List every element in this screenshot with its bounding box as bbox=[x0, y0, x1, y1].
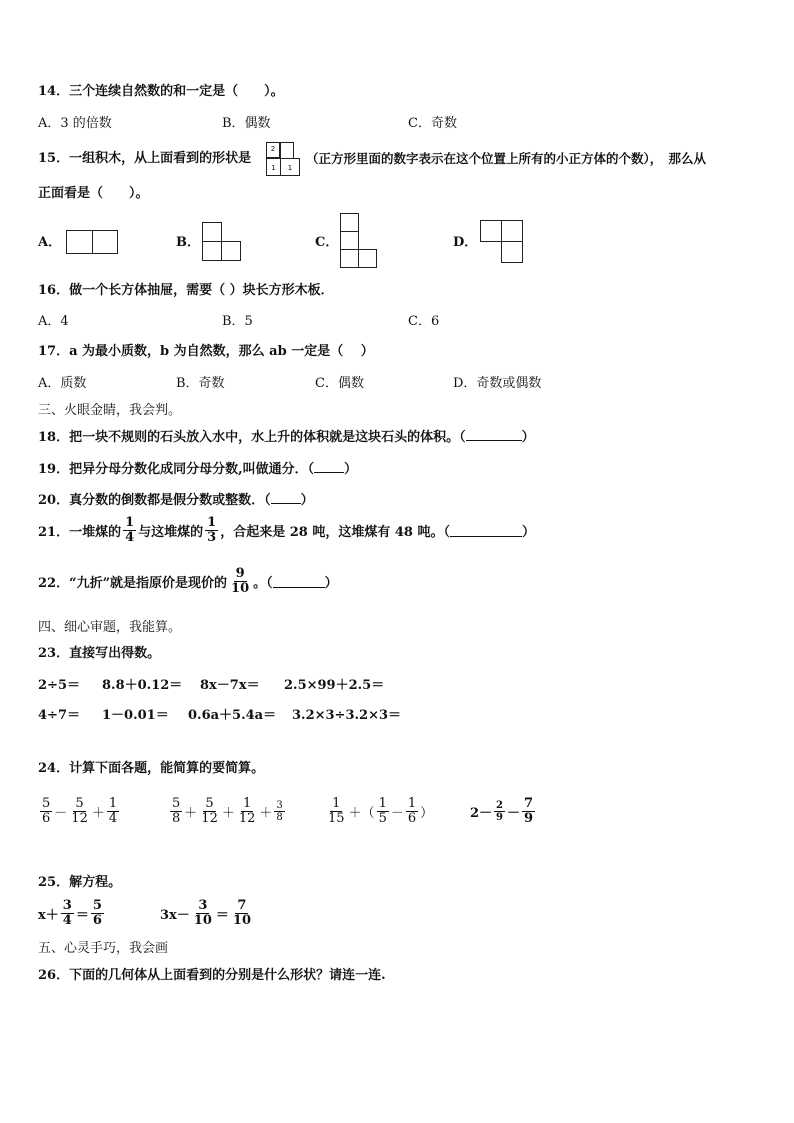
operator: ） bbox=[420, 806, 434, 821]
q24-expr-3 bbox=[324, 797, 433, 826]
numerator: 1 bbox=[242, 796, 252, 811]
answer-blank[interactable] bbox=[450, 524, 522, 537]
operator: ＋ bbox=[184, 806, 198, 821]
q17-option-d: D．奇数或偶数 bbox=[453, 376, 542, 391]
numerator: 1 bbox=[407, 796, 417, 811]
q15-option-b: B． bbox=[176, 235, 200, 250]
denominator: 8 bbox=[276, 812, 283, 823]
denominator: 6 bbox=[42, 811, 51, 826]
numerator: 5 bbox=[172, 796, 181, 811]
denominator: 12 bbox=[238, 811, 256, 826]
q18-close: ） bbox=[521, 430, 535, 445]
shape-square bbox=[480, 220, 502, 242]
fraction bbox=[40, 797, 52, 826]
shape-square bbox=[92, 230, 118, 254]
fraction bbox=[274, 800, 284, 823]
fraction bbox=[199, 797, 220, 826]
q16-stem: 16．做一个长方体抽屉，需要（ ）块长方形木板． bbox=[38, 283, 334, 298]
q23-item: 0.6a＋5.4a＝ bbox=[188, 708, 277, 723]
q17-stem: 17．a 为最小质数，b 为自然数，那么 ab 一定是（ ） bbox=[38, 344, 374, 359]
fraction bbox=[326, 797, 347, 826]
grid-cell-empty bbox=[280, 142, 294, 158]
fraction bbox=[192, 899, 214, 928]
operator: ＋ bbox=[221, 806, 235, 821]
fraction bbox=[237, 797, 258, 826]
denominator: 10 bbox=[232, 913, 251, 928]
q15-stem-b: （正方形里面的数字表示在这个位置上所有的小正方体的个数）， 那么从 bbox=[306, 151, 707, 166]
q25-stem: 25．解方程。 bbox=[38, 875, 122, 890]
fraction bbox=[205, 516, 218, 545]
fraction bbox=[522, 797, 535, 826]
q14-option-b: B．偶数 bbox=[222, 116, 271, 131]
section-3-heading: 三、火眼金睛，我会判。 bbox=[38, 403, 182, 418]
q20-text: 20．真分数的倒数都是假分数或整数．（ bbox=[38, 493, 271, 508]
numerator: 3 bbox=[62, 898, 72, 913]
q15-stem-a: 15．一组积木，从上面看到的形状是 bbox=[38, 151, 252, 166]
q17-option-b: B．奇数 bbox=[176, 376, 225, 391]
shape-square bbox=[501, 241, 523, 263]
q25-equation-1 bbox=[38, 899, 106, 928]
numerator: 2 bbox=[496, 800, 504, 811]
q23-item: 3.2×3÷3.2×3＝ bbox=[292, 708, 402, 723]
shape-square bbox=[340, 213, 359, 232]
q24-expr-4 bbox=[470, 797, 537, 826]
numerator: 1 bbox=[125, 515, 135, 530]
shape-square bbox=[340, 231, 359, 250]
numerator: 5 bbox=[205, 796, 214, 811]
q15-option-c: C． bbox=[315, 235, 339, 250]
shape-square bbox=[501, 220, 523, 242]
shape-square bbox=[66, 230, 93, 254]
denominator: 9 bbox=[524, 811, 534, 826]
grid-cell: 2 bbox=[266, 142, 280, 158]
denominator: 5 bbox=[378, 811, 387, 826]
numerator: 7 bbox=[524, 796, 534, 811]
q23-item: 8.8＋0.12＝ bbox=[102, 678, 183, 693]
grid-cell: 1 bbox=[266, 158, 281, 176]
q23-item: 1－0.01＝ bbox=[102, 708, 169, 723]
denominator: 4 bbox=[62, 913, 72, 928]
q15-option-a: A． bbox=[38, 235, 62, 250]
q18 bbox=[38, 428, 535, 446]
q23-stem: 23．直接写出得数。 bbox=[38, 646, 161, 661]
fraction bbox=[69, 797, 90, 826]
q23-item: 2.5×99＋2.5＝ bbox=[284, 678, 385, 693]
operator: ＝ bbox=[75, 908, 89, 923]
q19-text: 19．把异分母分数化成同分母分数,叫做通分．（ bbox=[38, 462, 315, 477]
q21-text-1: 21．一堆煤的 bbox=[38, 525, 122, 540]
q23-item: 2÷5＝ bbox=[38, 678, 80, 693]
q23-item: 4÷7＝ bbox=[38, 708, 80, 723]
q17-option-c: C．偶数 bbox=[315, 376, 364, 391]
numerator: 5 bbox=[92, 898, 102, 913]
shape-square bbox=[202, 241, 222, 261]
section-5-heading: 五、心灵手巧，我会画 bbox=[38, 941, 169, 956]
operator: x＋ bbox=[38, 908, 59, 923]
q16-option-a: A．4 bbox=[38, 314, 69, 329]
answer-blank[interactable] bbox=[466, 428, 522, 441]
q20 bbox=[38, 491, 314, 509]
numerator: 5 bbox=[75, 796, 84, 811]
q21 bbox=[38, 516, 535, 545]
fraction bbox=[61, 899, 74, 928]
q21-close: ） bbox=[522, 525, 536, 540]
denominator: 10 bbox=[231, 581, 250, 596]
operator: － bbox=[54, 806, 68, 821]
denominator: 4 bbox=[125, 530, 135, 545]
denominator: 12 bbox=[71, 811, 88, 826]
q21-text-3: ，合起来是 28 吨，这堆煤有 48 吨。（ bbox=[220, 525, 450, 540]
numerator: 5 bbox=[42, 796, 51, 811]
fraction bbox=[107, 797, 119, 826]
denominator: 6 bbox=[92, 913, 102, 928]
q23-item: 8x－7x＝ bbox=[200, 678, 260, 693]
denominator: 10 bbox=[193, 913, 212, 928]
denominator: 9 bbox=[496, 812, 504, 823]
q15-option-d: D． bbox=[453, 235, 478, 250]
shape-square bbox=[202, 222, 222, 242]
numerator: 9 bbox=[235, 566, 245, 581]
numerator: 7 bbox=[237, 898, 247, 913]
answer-blank[interactable] bbox=[273, 575, 325, 588]
denominator: 4 bbox=[108, 811, 118, 826]
numerator: 3 bbox=[198, 898, 208, 913]
numerator: 1 bbox=[108, 796, 118, 811]
q24-expr-2 bbox=[168, 797, 287, 826]
q14-stem: 14．三个连续自然数的和一定是（ ）。 bbox=[38, 84, 284, 99]
fraction bbox=[494, 800, 505, 823]
shape-square bbox=[221, 241, 241, 261]
q25-equation-2 bbox=[160, 899, 255, 928]
operator: ＋（ bbox=[348, 806, 375, 821]
q20-close: ） bbox=[300, 493, 314, 508]
operator: － bbox=[507, 806, 521, 821]
fraction bbox=[377, 797, 389, 826]
q17-option-a: A．质数 bbox=[38, 376, 87, 391]
q26-stem: 26．下面的几何体从上面看到的分别是什么形状？请连一连. bbox=[38, 968, 386, 983]
denominator: 15 bbox=[328, 811, 345, 826]
numerator: 1 bbox=[207, 515, 217, 530]
q21-text-2: 与这堆煤的 bbox=[138, 525, 204, 540]
fraction bbox=[406, 797, 418, 826]
numerator: 1 bbox=[378, 796, 387, 811]
operator: ＋ bbox=[91, 806, 105, 821]
q22-text-1: 22．“九折”就是指原价是现价的 bbox=[38, 576, 228, 591]
q24-stem: 24．计算下面各题，能简算的要简算。 bbox=[38, 761, 265, 776]
fraction bbox=[231, 899, 253, 928]
denominator: 6 bbox=[407, 811, 417, 826]
q22 bbox=[38, 567, 338, 596]
fraction bbox=[123, 516, 136, 545]
answer-blank[interactable] bbox=[314, 460, 344, 473]
q14-option-c: C．奇数 bbox=[408, 116, 457, 131]
q24-expr-1 bbox=[38, 797, 121, 826]
numerator: 1 bbox=[332, 796, 341, 811]
fraction bbox=[170, 797, 182, 826]
fraction bbox=[91, 899, 104, 928]
grid-cell: 1 bbox=[280, 158, 300, 176]
operator: 2－ bbox=[470, 806, 493, 821]
operator: － bbox=[390, 806, 404, 821]
q15-stem-c: 正面看是（ ）。 bbox=[38, 186, 149, 201]
denominator: 3 bbox=[207, 530, 217, 545]
shape-square bbox=[358, 249, 377, 268]
numerator: 3 bbox=[276, 800, 283, 811]
q19-close: ） bbox=[344, 462, 358, 477]
q18-text: 18．把一块不规则的石头放入水中，水上升的体积就是这块石头的体积。（ bbox=[38, 430, 466, 445]
q16-option-c: C．6 bbox=[408, 314, 440, 329]
operator: ＝ bbox=[215, 908, 229, 923]
operator: ＋ bbox=[259, 806, 273, 821]
answer-blank[interactable] bbox=[271, 491, 301, 504]
q22-text-2: 。（ bbox=[253, 576, 273, 591]
denominator: 12 bbox=[201, 811, 218, 826]
q16-option-b: B．5 bbox=[222, 314, 253, 329]
fraction bbox=[229, 567, 251, 596]
q22-close: ） bbox=[324, 576, 338, 591]
shape-square bbox=[340, 249, 359, 268]
denominator: 8 bbox=[172, 811, 181, 826]
operator: 3x－ bbox=[160, 908, 190, 923]
q19 bbox=[38, 460, 357, 478]
q14-option-a: A．3 的倍数 bbox=[38, 116, 112, 131]
section-4-heading: 四、细心审题，我能算。 bbox=[38, 620, 182, 635]
